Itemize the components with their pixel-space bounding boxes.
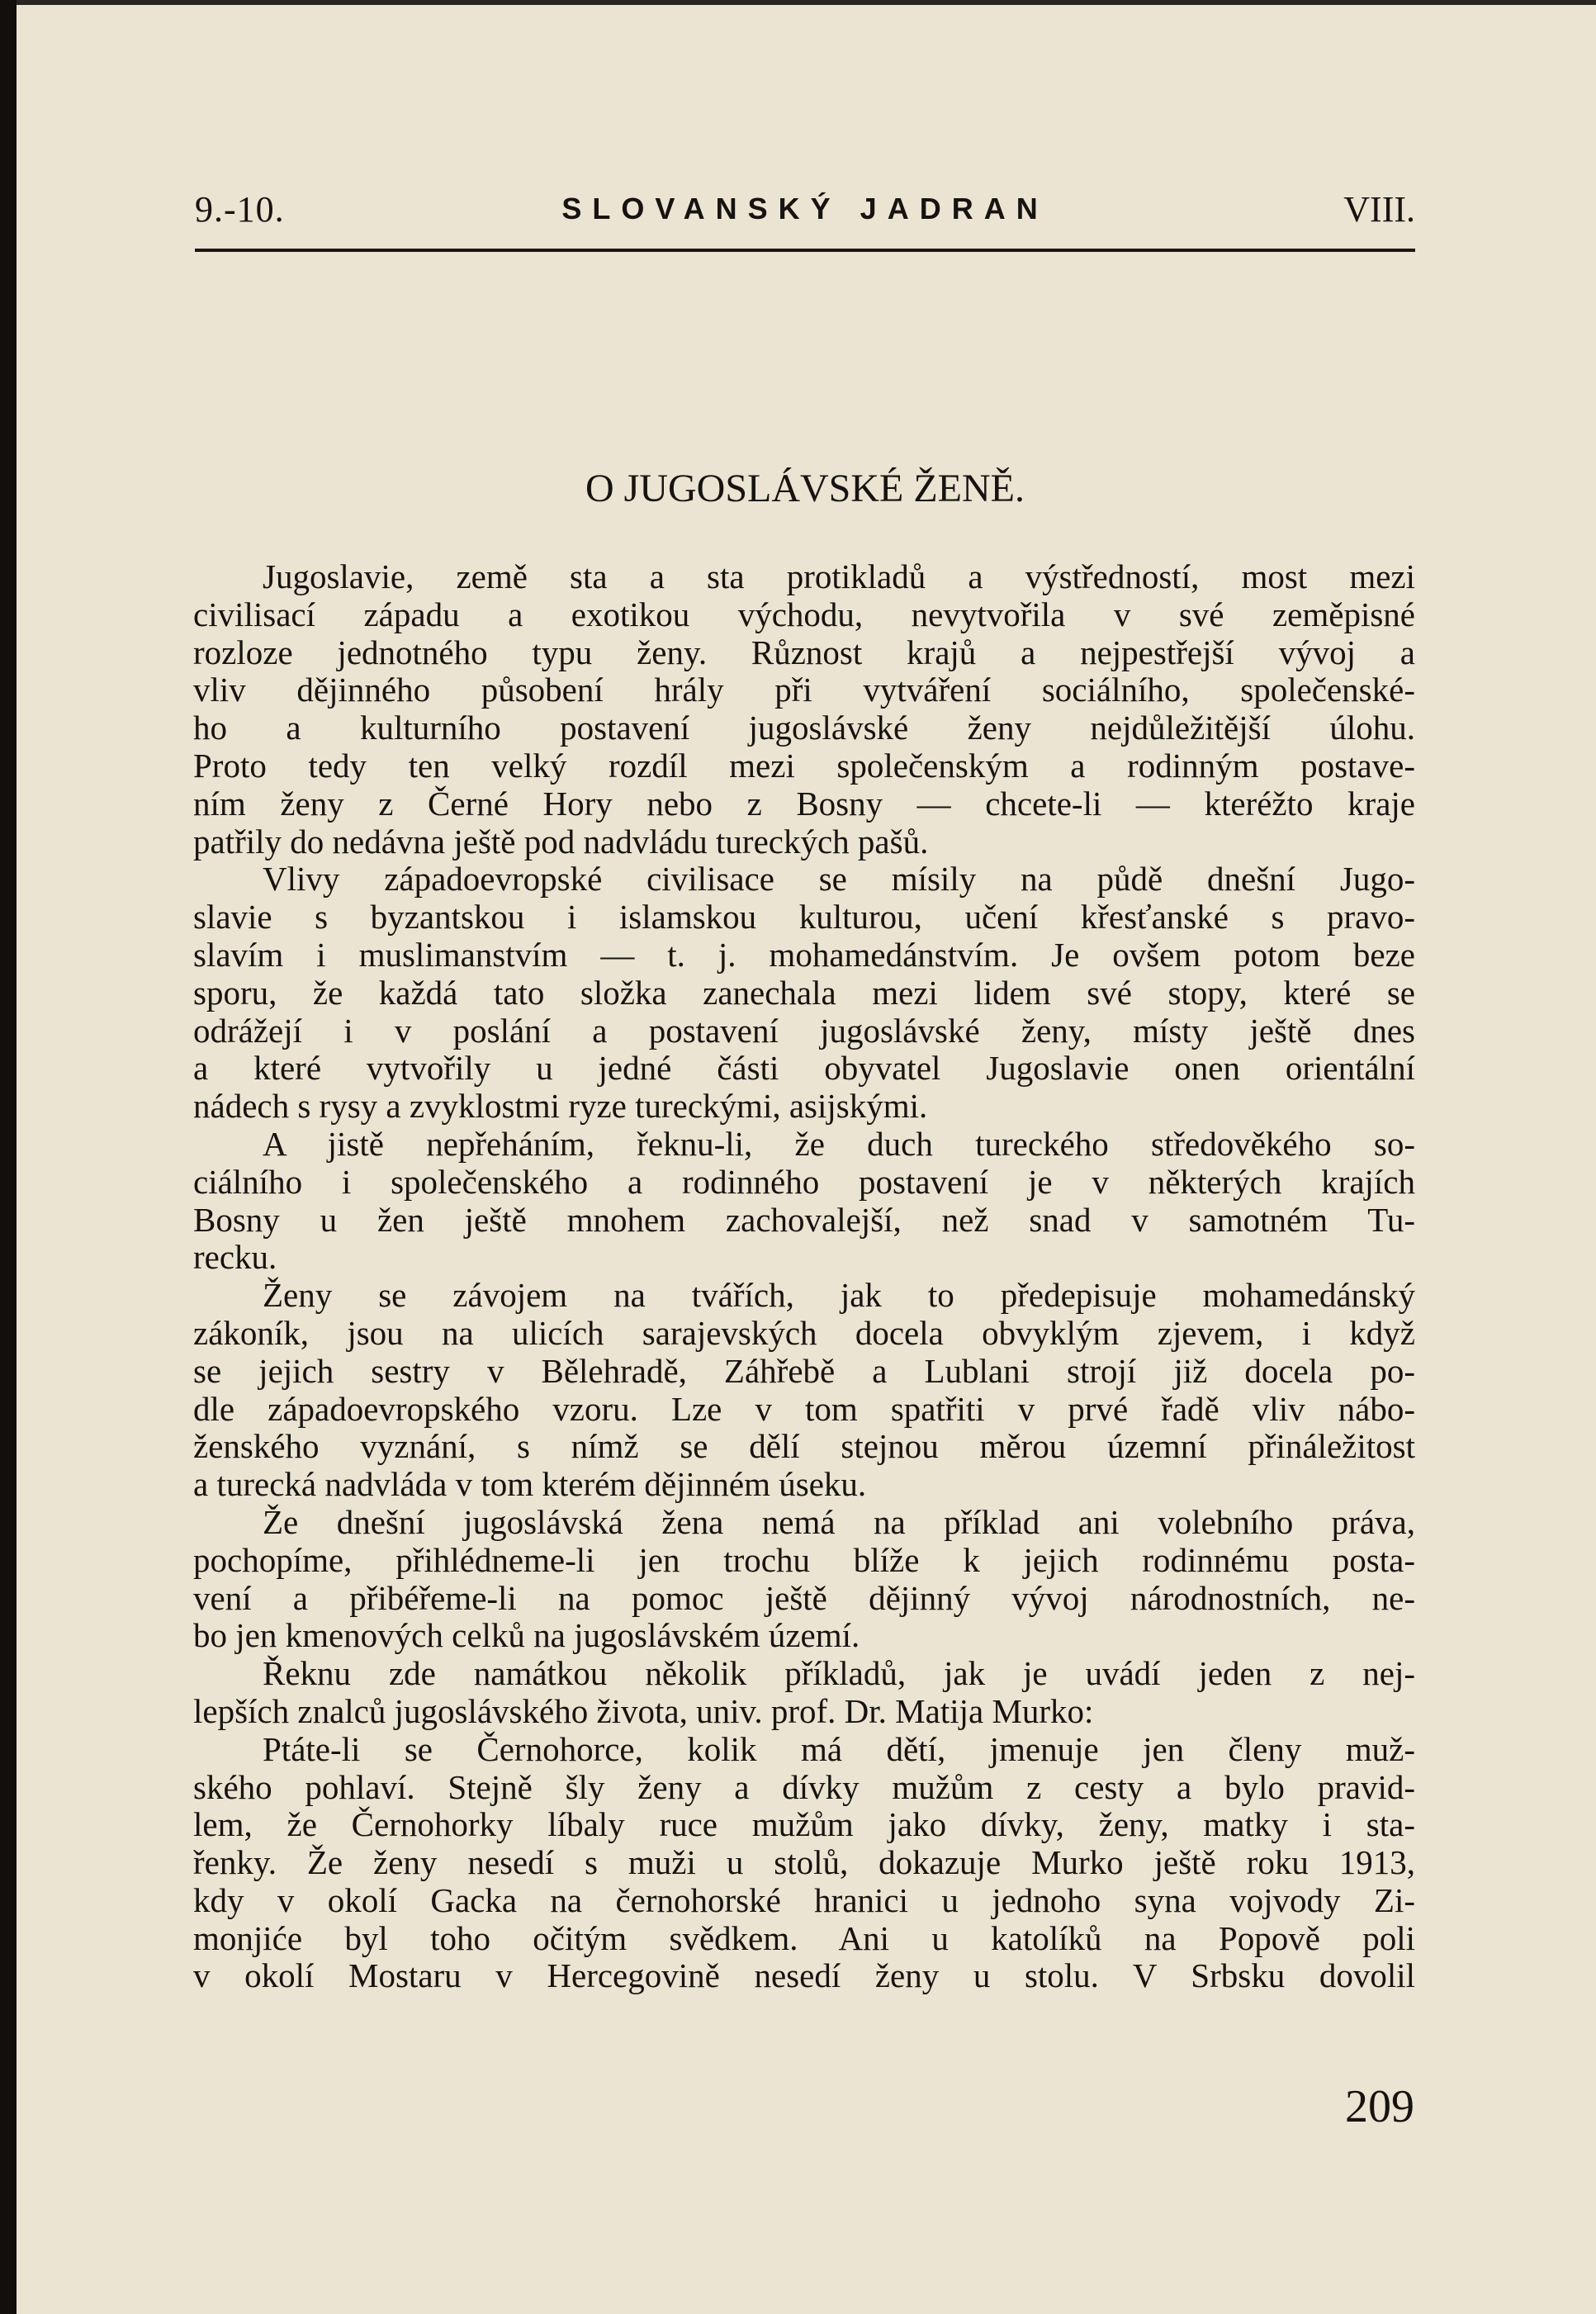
text-line: Ptáte-li se Černohorce, kolik má dětí, jmenuje jen členy muž- <box>263 1729 1415 1768</box>
volume-number: VIII. <box>1343 189 1415 230</box>
text-line: slavím i muslimanstvím — t. j. mohamedánstvím. Je ovšem potom beze <box>193 935 1415 974</box>
text-line: a které vytvořily u jedné části obyvatel Jugoslavie onen orientální <box>193 1049 1415 1088</box>
paragraph <box>193 1126 1415 1277</box>
header-rule <box>195 249 1415 252</box>
text-line: patřily do nedávna ještě pod nadvládu tureckých pašů. <box>193 822 929 861</box>
text-line: Řeknu zde namátkou několik příkladů, jak je uvádí jeden z nej- <box>263 1654 1415 1693</box>
article-title: O JUGOSLÁVSKÉ ŽENĚ. <box>585 467 1025 510</box>
text-line: monjiće byl toho očitým svědkem. Ani u katolíků na Popově poli <box>193 1918 1415 1957</box>
text-line: A jistě nepřeháním, řeknu-li, že duch tureckého středověkého so- <box>263 1124 1415 1163</box>
text-line: sporu, že každá tato složka zanechala mezi lidem své stopy, které se <box>193 973 1415 1012</box>
text-line: ského pohlaví. Stejně šly ženy a dívky mužům z cesty a bylo pravid- <box>193 1767 1415 1806</box>
issue-number: 9.-10. <box>195 189 285 230</box>
text-line: civilisací západu a exotikou východu, nevytvořila v své zeměpisné <box>193 595 1415 633</box>
text-line: ciálního i společenského a rodinného postavení je v některých krajích <box>193 1162 1415 1201</box>
journal-title: SLOVANSKÝ JADRAN <box>561 192 1049 225</box>
text-line: rozloze jednotného typu ženy. Různost krajů a nejpestřejší vývoj a <box>193 633 1415 671</box>
text-line: vliv dějinného působení hrály při vytváření sociálního, společenské- <box>193 671 1415 709</box>
text-line: recku. <box>193 1238 277 1277</box>
text-line: zákoník, jsou na ulicích sarajevských docela obvyklým zjevem, i když <box>193 1313 1415 1352</box>
text-line: ním ženy z Černé Hory nebo z Bosny — chcete-li — kteréžto kraje <box>193 784 1415 823</box>
paragraph <box>193 1731 1415 1996</box>
text-line: se jejich sestry v Bělehradě, Záhřebě a Lublani strojí již docela po- <box>193 1351 1415 1390</box>
text-line: v okolí Mostaru v Hercegovině nesedí ženy u stolu. V Srbsku dovolil <box>193 1956 1415 1995</box>
paragraph <box>193 558 1415 861</box>
text-line: nádech s rysy a zvyklostmi ryze tureckými, asijskými. <box>193 1087 928 1126</box>
text-line: Vlivy západoevropské civilisace se mísily na půdě dnešní Jugo- <box>263 860 1415 899</box>
text-line: pochopíme, přihlédneme-li jen trochu blíže k jejich rodinnému posta- <box>193 1540 1415 1579</box>
paragraph <box>193 1655 1415 1731</box>
text-line: bo jen kmenových celků na jugoslávském území. <box>193 1616 860 1655</box>
text-line: a turecká nadvláda v tom kterém dějinném úseku. <box>193 1465 867 1504</box>
text-line: ho a kulturního postavení jugoslávské ženy nejdůležitější úlohu. <box>193 709 1415 747</box>
paragraph <box>193 1277 1415 1504</box>
book-binding-edge <box>0 0 17 2314</box>
text-line: vení a přibéřeme-li na pomoc ještě dějinný vývoj národnostních, ne- <box>193 1578 1415 1617</box>
text-line: řenky. Že ženy nesedí s muži u stolů, dokazuje Murko ještě roku 1913, <box>193 1843 1415 1882</box>
text-line: slavie s byzantskou i islamskou kulturou, učení křesťanské s pravo- <box>193 898 1415 937</box>
text-line: Proto tedy ten velký rozdíl mezi společenským a rodinným postave- <box>193 746 1415 785</box>
paragraph <box>193 1504 1415 1655</box>
running-header <box>195 188 1415 238</box>
page-number: 209 <box>1345 2081 1414 2132</box>
text-line: lem, že Černohorky líbaly ruce mužům jako dívky, ženy, matky i sta- <box>193 1805 1415 1844</box>
text-line: Že dnešní jugoslávská žena nemá na příklad ani volebního práva, <box>263 1502 1415 1541</box>
text-line: lepších znalců jugoslávského života, univ. prof. Dr. Matija Murko: <box>193 1691 1094 1730</box>
text-line: Jugoslavie, země sta a sta protikladů a výstředností, most mezi <box>263 557 1415 595</box>
text-line: Ženy se závojem na tvářích, jak to předepisuje mohamedánský <box>263 1276 1415 1315</box>
article-body <box>193 558 1415 1995</box>
text-line: dle západoevropského vzoru. Lze v tom spatřiti v prvé řadě vliv nábo- <box>193 1389 1415 1428</box>
page-top-edge <box>17 0 1596 5</box>
text-line: odrážejí i v poslání a postavení jugoslávské ženy, místy ještě dnes <box>193 1011 1415 1050</box>
text-line: Bosny u žen ještě mnohem zachovalejší, než snad v samotném Tu- <box>193 1200 1415 1239</box>
paragraph <box>193 861 1415 1126</box>
text-line: ženského vyznání, s nímž se dělí stejnou měrou územní přináležitost <box>193 1427 1415 1466</box>
text-line: kdy v okolí Gacka na černohorské hranici u jednoho syna vojvody Zi- <box>193 1880 1415 1919</box>
